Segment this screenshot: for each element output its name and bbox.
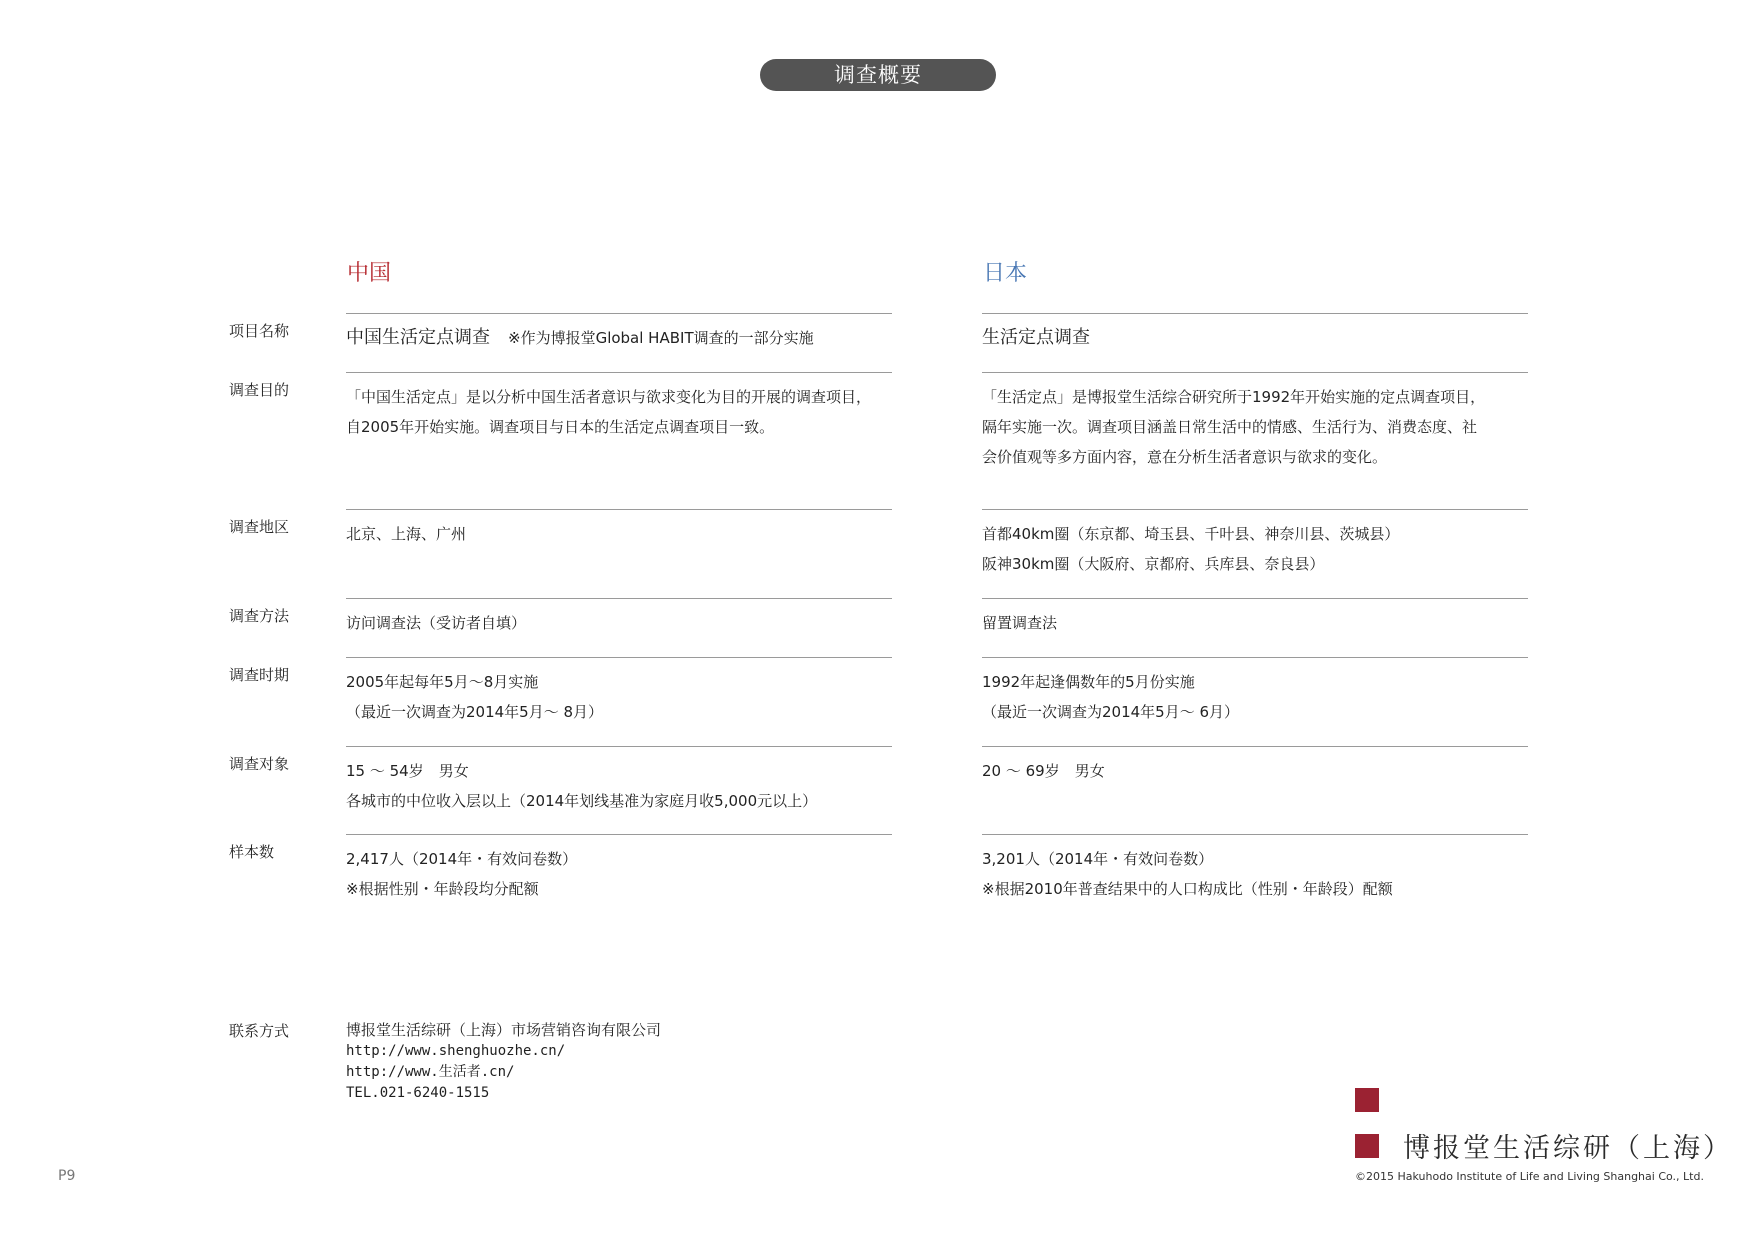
contact-tel: TEL.021-6240-1515 [346,1085,490,1101]
china-period-line: （最近一次调查为2014年5月～ 8月） [346,703,604,721]
logo-square-icon [1355,1088,1379,1112]
china-project-note: ※作为博报堂Global HABIT调查的一部分实施 [508,329,814,347]
china-project-name-text: 中国生活定点调查 [346,327,490,348]
china-target-line: 各城市的中位收入层以上（2014年划线基准为家庭月收5,000元以上） [346,792,818,810]
china-method [346,598,892,638]
row-label-purpose: 调查目的 [229,381,290,399]
japan-method [982,598,1528,638]
japan-target-line: 20 ～ 69岁 男女 [982,762,1105,780]
china-sample-size [346,834,892,904]
china-target-line: 15 ～ 54岁 男女 [346,762,469,780]
china-purpose [346,372,892,442]
page-number: P9 [58,1168,76,1184]
china-period-line: 2005年起每年5月～8月实施 [346,673,539,691]
row-label-method: 调查方法 [229,607,290,625]
contact-label: 联系方式 [229,1022,290,1040]
china-sample-line: 2,417人（2014年・有效问卷数） [346,850,578,868]
copyright: ©2015 Hakuhodo Institute of Life and Living Shanghai Co., Ltd. [1355,1170,1704,1183]
china-region-line: 北京、上海、广州 [346,525,467,543]
row-label-target: 调查对象 [229,755,290,773]
japan-method-line: 留置调查法 [982,614,1058,632]
japan-sample-line: ※根据2010年普查结果中的人口构成比（性别・年龄段）配额 [982,880,1393,898]
row-label-period: 调查时期 [229,666,290,684]
japan-project-name [982,313,1528,353]
japan-target [982,746,1528,786]
china-purpose-line: 「中国生活定点」是以分析中国生活者意识与欲求变化为目的开展的调查项目， [346,388,872,406]
china-method-line: 访问调查法（受访者自填） [346,614,527,632]
japan-period-line: （最近一次调查为2014年5月～ 6月） [982,703,1240,721]
contact-company: 博报堂生活综研（上海）市场营销咨询有限公司 [346,1021,662,1039]
china-purpose-line: 自2005年开始实施。调查项目与日本的生活定点调查项目一致。 [346,418,775,436]
japan-region [982,509,1528,579]
china-period [346,657,892,727]
page-title: 调查概要 [760,59,996,91]
japan-region-line: 阪神30km圈（大阪府、京都府、兵库县、奈良县） [982,555,1325,573]
row-label-project-name: 项目名称 [229,322,290,340]
japan-region-line: 首都40km圈（东京都、埼玉县、千叶县、神奈川县、茨城县） [982,525,1400,543]
row-label-sample-size: 样本数 [229,843,275,861]
logo-square-icon [1355,1134,1379,1158]
row-label-region: 调查地区 [229,518,290,536]
contact-url-1[interactable]: http://www.shenghuozhe.cn/ [346,1043,566,1059]
contact-info [346,1020,661,1104]
japan-period-line: 1992年起逢偶数年的5月份实施 [982,673,1195,691]
contact-url-2[interactable]: http://www.生活者.cn/ [346,1064,515,1080]
japan-sample-size [982,834,1528,904]
japan-sample-line: 3,201人（2014年・有效问卷数） [982,850,1214,868]
japan-purpose-line: 隔年实施一次。调查项目涵盖日常生活中的情感、生活行为、消费态度、社 [982,418,1478,436]
japan-period [982,657,1528,727]
japan-project-name-text: 生活定点调查 [982,327,1090,348]
japan-purpose-line: 会价值观等多方面内容，意在分析生活者意识与欲求的变化。 [982,448,1388,466]
column-heading-japan: 日本 [983,261,1028,286]
brand-name: 博报堂生活综研（上海） [1403,1133,1733,1164]
china-sample-line: ※根据性别・年龄段均分配额 [346,880,539,898]
china-project-name [346,313,892,353]
japan-purpose [982,372,1528,472]
china-region [346,509,892,549]
column-heading-china: 中国 [347,261,392,286]
china-target [346,746,892,816]
japan-purpose-line: 「生活定点」是博报堂生活综合研究所于1992年开始实施的定点调查项目， [982,388,1486,406]
